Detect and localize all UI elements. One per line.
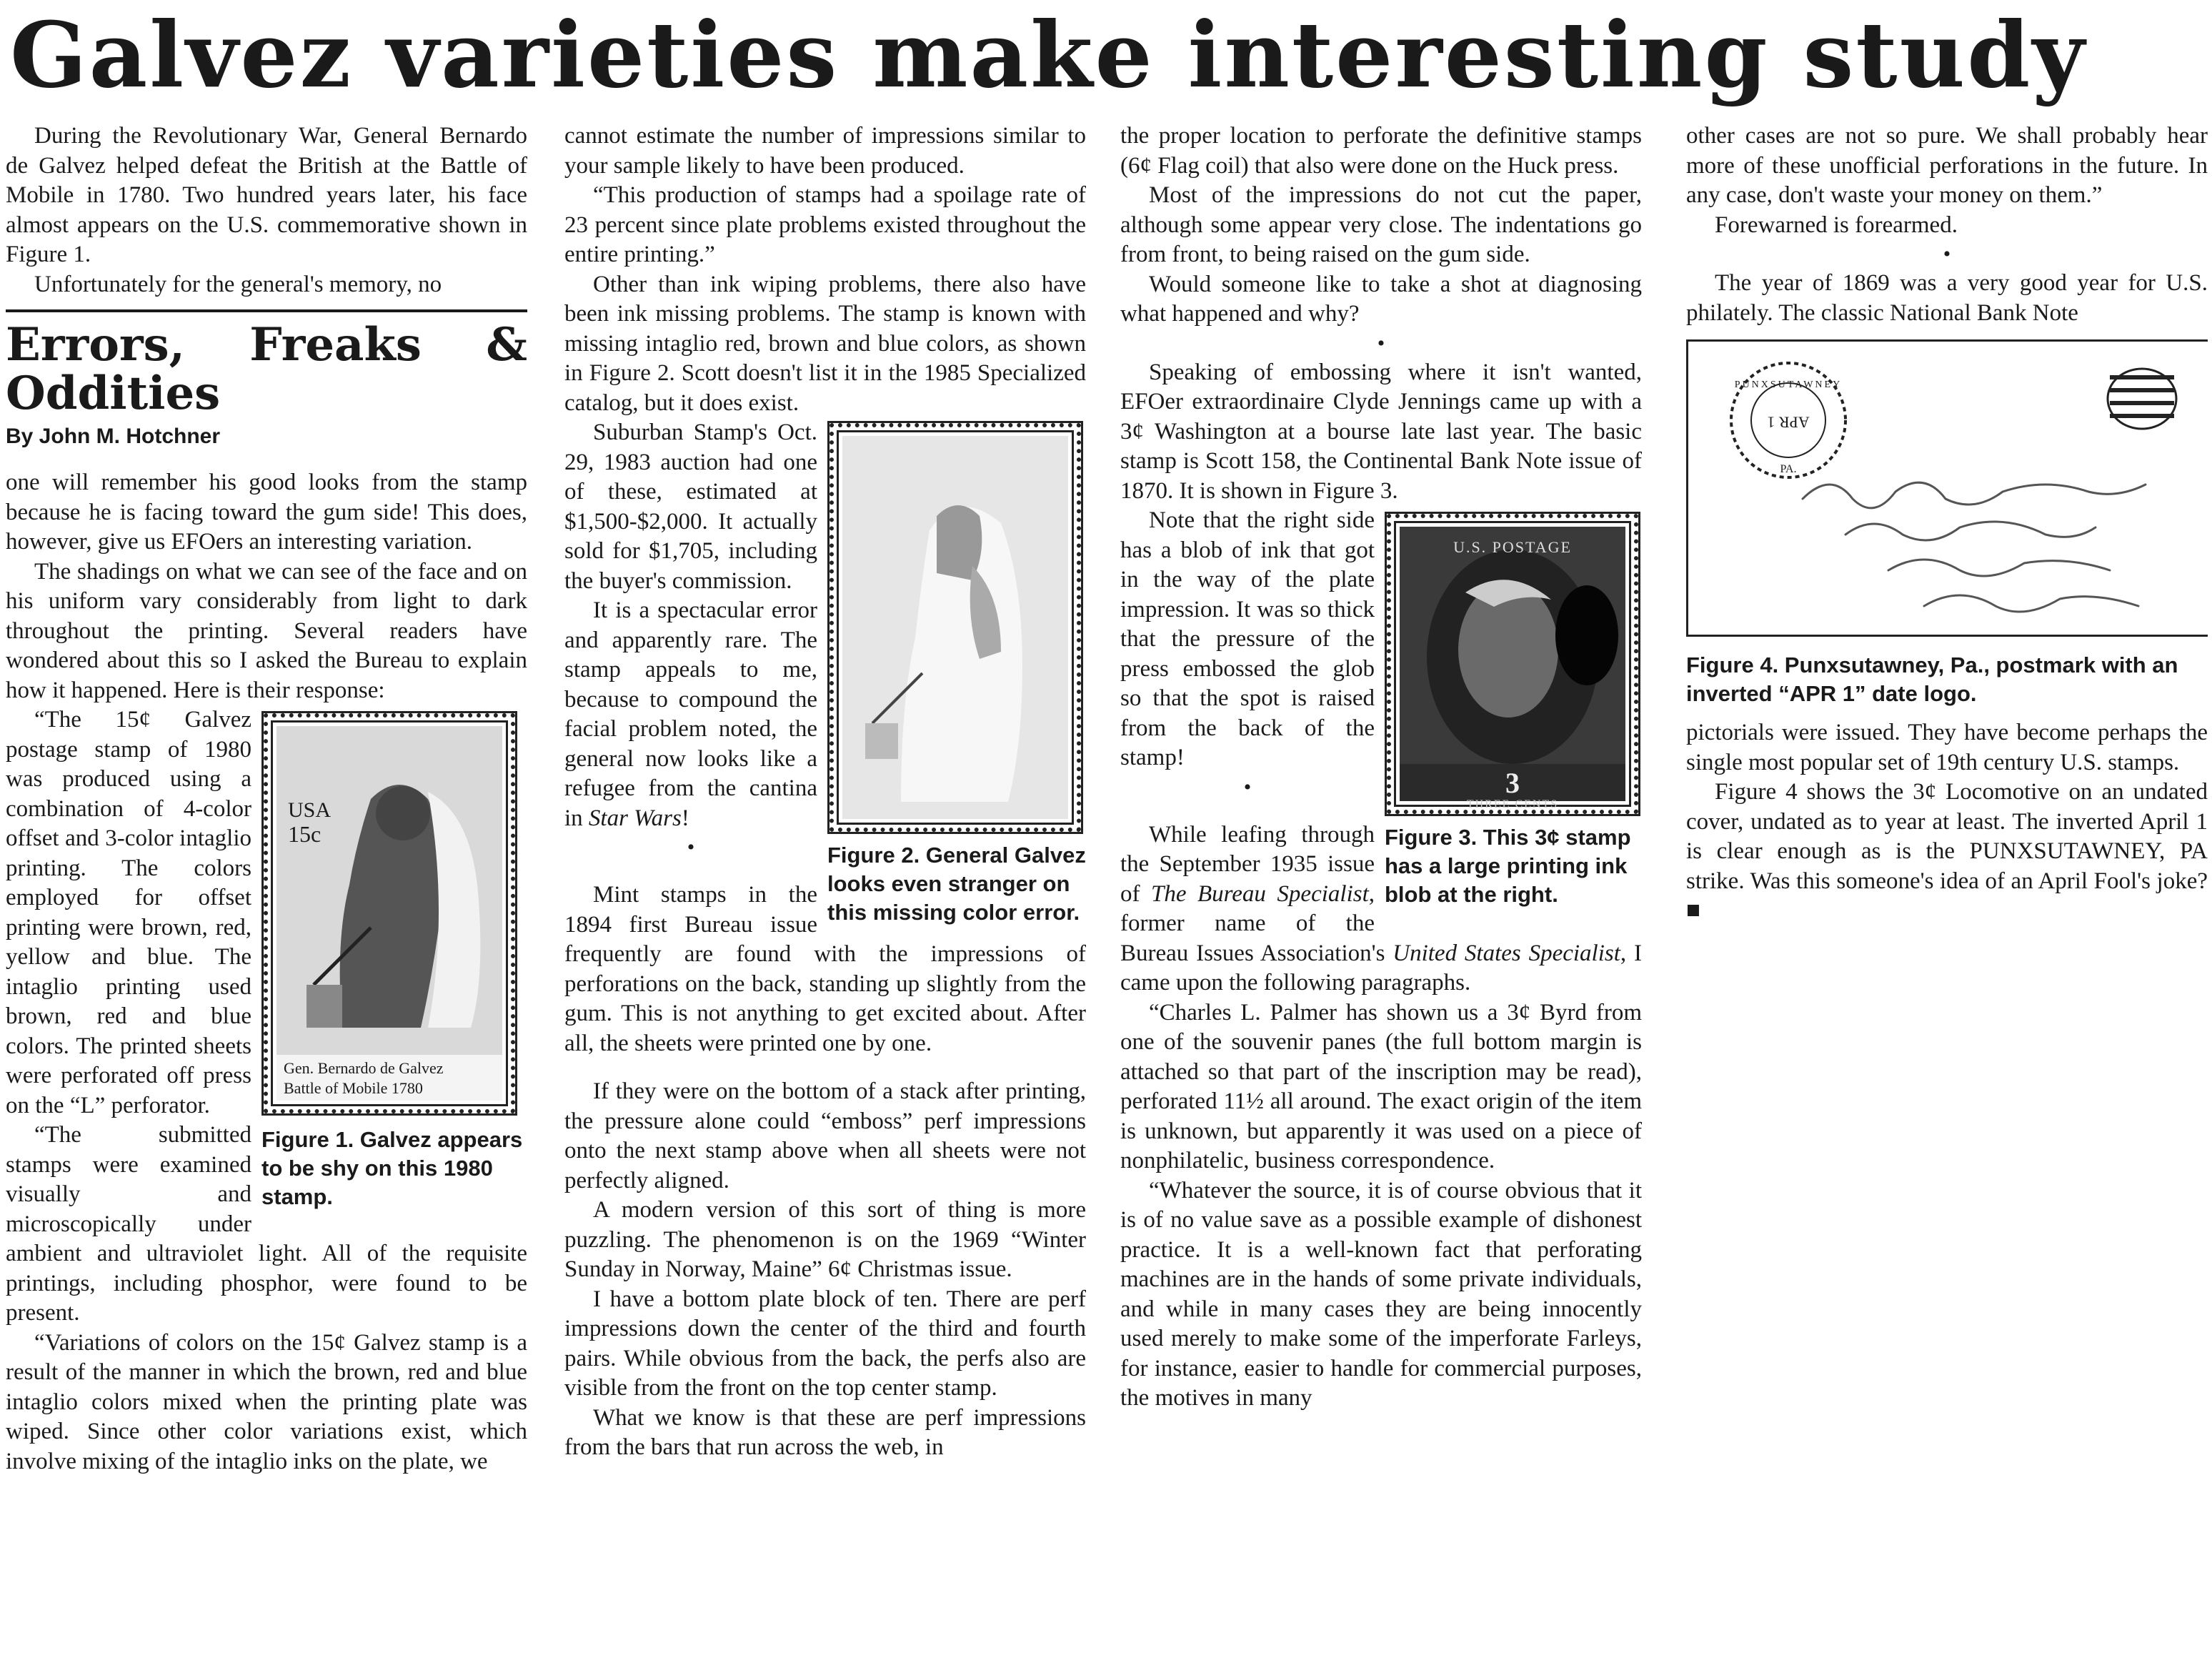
perforation-edge (264, 713, 515, 1113)
paragraph: other cases are not so pure. We shall probably hear more of these unofficial perforations in the future. In any case, don't waste your money on them.” (1686, 123, 2208, 208)
paragraph: Unfortunately for the general's memory, no (34, 271, 442, 297)
figure-caption: Figure 4. Punxsutawney, Pa., postmark with an inverted “APR 1” date logo. (1686, 652, 2178, 706)
figure-4 (1686, 339, 2208, 708)
paragraph: While leafing through the September 1935 issue of The Bureau Specialist, former name of the Bureau Issues Association's United States Specialist, I came upon the following paragraphs. (1120, 821, 1642, 996)
paragraph: Speaking of embossing where it isn't wanted, EFOer extraordinaire Clyde Jennings came up with a 3¢ Washington at a bourse late last year. The basic stamp is Scott 158, the Continental Bank Note issue of 1870. It is shown in Figure 3. (1120, 359, 1642, 504)
section-divider: • (687, 835, 695, 859)
paragraph: A modern version of this sort of thing is more puzzling. The phenomenon is on the 1969 “Winter Sunday in Norway, Maine” 6¢ Christmas issue. (564, 1197, 1086, 1282)
paragraph: “Whatever the source, it is of course obvious that it is of no value save as a possible example of dishonest practice. It is a well-known fact that perforating machines are in the hands of some private individuals, and while in many cases they are being innocently used merely to make some of the imperforate Farleys, for instance, easier to handle for commercial purposes, the motives in many (1120, 1177, 1642, 1411)
figure-caption: Figure 3. This 3¢ stamp has a large printing ink blob at the right. (1385, 825, 1631, 907)
stamp-inscription: Battle of Mobile 1780 (284, 1079, 423, 1097)
paragraph: The year of 1869 was a very good year for U.S. philately. The classic National Bank Note (1686, 270, 2208, 326)
headline: Galvez varieties make interesting study (10, 2, 2087, 108)
paragraph: “This production of stamps had a spoilage rate of 23 percent since plate problems existed throughout the entire printing.” (564, 182, 1086, 267)
section-divider: • (1943, 242, 1951, 266)
paragraph: Forewarned is forearmed. (1715, 212, 1958, 238)
postmark-state: PA. (1780, 463, 1797, 475)
divider (6, 309, 527, 312)
cover-image (1686, 339, 2208, 637)
figure-3 (1385, 512, 1642, 909)
paragraph: the proper location to perforate the definitive stamps (6¢ Flag coil) that also were done on the Huck press. (1120, 123, 1642, 179)
stamp-country: USA (288, 798, 332, 822)
galvez-stamp-image (261, 711, 517, 1116)
postmark-date: APR 1 (1767, 413, 1810, 432)
figure-caption: Figure 1. Galvez appears to be shy on this 1980 stamp. (261, 1127, 523, 1209)
paragraph: It is a spectacular error and apparently rare. The stamp appeals to me, because to compound the facial problem noted, the general now looks like a refugee from the cantina in Star Wars! (564, 597, 817, 831)
paragraph: Figure 4 shows the 3¢ Locomotive on an undated cover, undated as to year at least. The inverted April 1 is clear enough as is the PUNXSUTAWNEY, PA strike. Was this someone's idea of an April Fool's joke? ■ (1686, 779, 2208, 923)
section-divider: • (1377, 331, 1385, 355)
paragraph: Other than ink wiping problems, there also have been ink missing problems. The stamp is known with missing intaglio red, brown and blue colors, as shown in Figure 2. Scott doesn't list it in the 1985 Specialized catalog, but it does exist. (564, 271, 1086, 416)
column-3 (1120, 121, 1642, 1671)
figure-2 (827, 421, 1086, 927)
paragraph: cannot estimate the number of impressions similar to your sample likely to have been produced. (564, 123, 1086, 179)
section-divider: • (1243, 775, 1252, 799)
paragraph: What we know is that these are perf impressions from the bars that run across the web, in (564, 1404, 1086, 1460)
column-title: Errors, Freaks & Oddities (6, 318, 527, 420)
missing-color-stamp-image (827, 421, 1083, 834)
paragraph: Would someone like to take a shot at diagnosing what happened and why? (1120, 271, 1642, 327)
stamp-inscription: 3 (1505, 767, 1520, 799)
paragraph: one will remember his good looks from the stamp because he is facing toward the gum side! This does, however, give us EFOers an interesting variation. (6, 470, 527, 555)
figure-caption: Figure 2. General Galvez looks even stranger on this missing color error. (827, 843, 1086, 925)
paragraph: Note that the right side has a blob of ink that got in the way of the plate impression. It was so thick that the pressure of the press embossed the glob so that the spot is raised from the back of the stamp! (1120, 507, 1375, 770)
paragraph: Mint stamps in the 1894 first Bureau issue frequently are found with the impressions of perforations on the back, standing up slightly from the gum. This is not anything to get excited about. After all, the sheets were printed one by one. (564, 882, 1086, 1056)
column-2 (564, 121, 1086, 1671)
paragraph: If they were on the bottom of a stack after printing, the pressure alone could “emboss” perf impressions onto the next stamp above when all sheets were not perfectly aligned. (564, 1078, 1086, 1193)
paragraph: I have a bottom plate block of ten. There are perf impressions down the center of the third and fourth pairs. While obvious from the back, the perfs also are visible from the front on the top center stamp. (564, 1286, 1086, 1401)
washington-stamp-image (1385, 512, 1640, 816)
column-1 (6, 121, 527, 1671)
paragraph: “The 15¢ Galvez postage stamp of 1980 was produced using a combination of 4-color offset and 3-color intaglio printing. The colors employed for offset printing were brown, red, yellow and blue. The intaglio printing used brown, red and blue colors. The printed sheets were perforated off press on the “L” perforator. (6, 707, 251, 1118)
paragraph: Suburban Stamp's Oct. 29, 1983 auction had one of these, estimated at $1,500-$2,000. It actually sold for $1,705, including the buyer's commission. (564, 420, 817, 594)
paragraph: “Variations of colors on the 15¢ Galvez stamp is a result of the manner in which the brown, red and blue intaglio colors mixed when the printing plate was wiped. Since other color variations exist, which involve mixing of the intaglio inks on the plate, we (6, 1329, 527, 1474)
byline: By John M. Hotchner (6, 425, 221, 448)
stamp-inscription: Gen. Bernardo de Galvez (284, 1059, 444, 1077)
paragraph: “The submitted stamps were examined visually and microscopically under ambient and ultraviolet light. All of the requisite printings, including phosphor, were found to be present. (6, 1122, 527, 1326)
paragraph: The shadings on what we can see of the face and on his uniform vary considerably from light to dark throughout the printing. Several readers have wondered about this so I asked the Bureau to explain how it happened. Here is their response: (6, 558, 527, 703)
perforation-edge (830, 423, 1081, 832)
paragraph: pictorials were issued. They have become perhaps the single most popular set of 19th century U.S. stamps. (1686, 720, 2208, 775)
perforation-edge (1387, 514, 1638, 814)
stamp-inscription: U.S. POSTAGE (1453, 538, 1572, 556)
postmark-town: PUNXSUTAWNEY (1734, 379, 1843, 390)
figure-1 (261, 711, 527, 1211)
end-mark: ■ (1686, 898, 1700, 923)
column-4 (1686, 121, 2208, 1671)
paragraph: “Charles L. Palmer has shown us a 3¢ Byrd from one of the souvenir panes (the full bottom margin is attached so that part of the inscription may be read), perforated 11½ all around. The exact origin of the item is unknown, but apparently it was used on a piece of nonphilatelic, business correspondence. (1120, 999, 1642, 1173)
paragraph: During the Revolutionary War, General Bernardo de Galvez helped defeat the British at the Battle of Mobile in 1780. Two hundred years later, his face almost appears on the U.S. commemorative shown in Figure 1. (6, 123, 527, 267)
paragraph: Most of the impressions do not cut the paper, although some appear very close. The indentations go from front, to being raised on the gum side. (1120, 182, 1642, 267)
stamp-value: 15c (288, 821, 322, 847)
stamp-inscription: THREE CENTS (1466, 798, 1559, 810)
